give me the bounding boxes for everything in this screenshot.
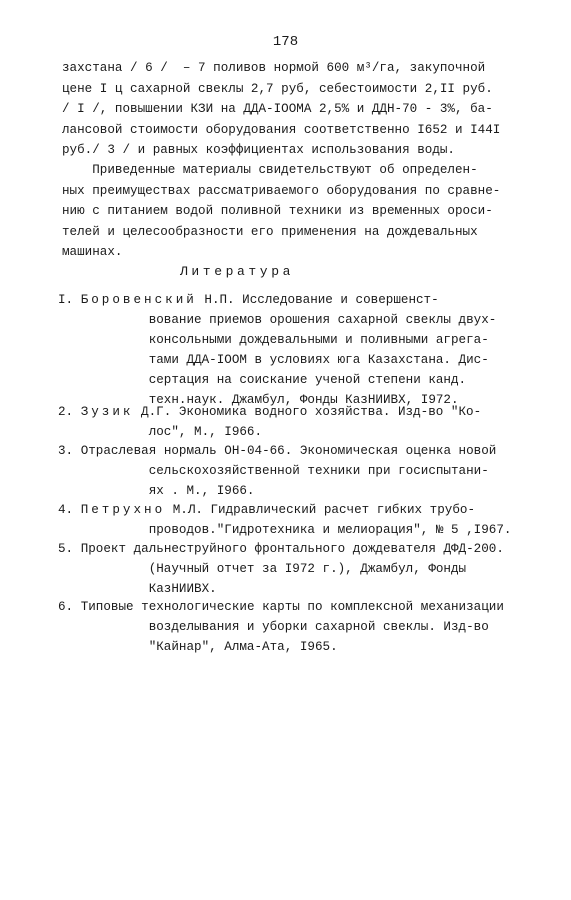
reference-text: Типовые технологические карты по комплексной механизации возделывания и уборки сахарной свеклы. Изд-во "Кайнар", Алма-Ата, I965.	[80, 600, 504, 654]
reference-author: Зузик	[80, 405, 134, 419]
reference-item-3	[58, 441, 538, 501]
page-number: 178	[272, 34, 299, 50]
reference-author: Боровенский	[80, 293, 197, 307]
reference-text: М.Л. Гидравлический расчет гибких трубо- проводов."Гидротехника и мелиорация", № 5 ,I967.	[148, 503, 512, 537]
reference-text: Проект дальнеструйного фронтального дождевателя ДФД-200. (Научный отчет за I972 г.), Джамбул, Фонды КазНИИВХ.	[80, 542, 504, 596]
reference-number: I.	[58, 293, 74, 307]
reference-number: 2.	[58, 405, 74, 419]
reference-item-5	[58, 539, 538, 599]
reference-text: Отраслевая нормаль ОН-04-66. Экономическая оценка новой сельскохозяйственной техники при госиспытани- ях . М., I966.	[80, 444, 497, 498]
reference-text: Д.Г. Экономика водного хозяйства. Изд-во "Ко- лос", М., I966.	[141, 405, 482, 439]
reference-number: 5.	[58, 542, 74, 556]
reference-number: 4.	[58, 503, 74, 517]
reference-item-2	[58, 402, 538, 442]
reference-number: 6.	[58, 600, 74, 614]
reference-item-6	[58, 597, 538, 657]
reference-item-1	[58, 290, 538, 410]
paragraph-conclusion: Приведенные материалы свидетельствуют об определен- ных преимуществах рассматриваемого оборудования по сравне- нию с питанием водой поливной техники из временных ороси- телей и целесообразности его применения на дождевальных машинах.	[62, 163, 501, 259]
paragraph-economics: захстана / 6 / – 7 поливов нормой 600 м³/га, закупочной цене I ц сахарной свеклы 2,7 руб, себестоимости 2,II руб. / I /, повышении КЗИ на ДДА-IOOМА 2,5% и ДДН-70 - 3%, ба- лансовой стоимости оборудования соответственно I652 и I44I руб./ 3 / и равных коэффициентах использования воды.	[62, 61, 501, 157]
reference-text: Н.П. Исследование и совершенст- вование приемов орошения сахарной свеклы двух- консольными дождевальными и поливными агрега- тами ДДА-IOOM в условиях юга Казахстана. Дис- сертация на соискание ученой степени канд. техн.наук. Джамбул, Фонды КазНИИВХ, I972.	[148, 293, 497, 407]
references-heading: Литература	[180, 264, 295, 279]
reference-number: 3.	[58, 444, 74, 458]
reference-author: Петрухно	[80, 503, 166, 517]
reference-item-4	[58, 500, 538, 540]
